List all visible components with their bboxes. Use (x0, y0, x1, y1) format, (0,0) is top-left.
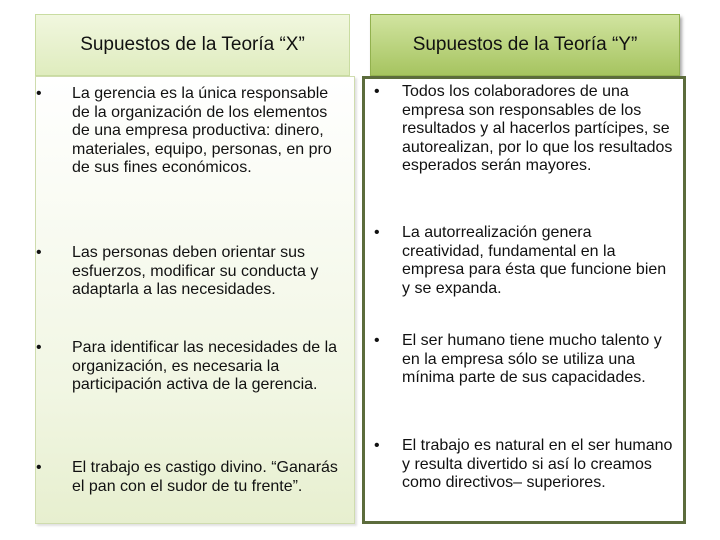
theory-y-item-text: Todos los colaboradores de una empresa son responsables de los resultados y al hacerlos partícipes, se autorealizan, por lo que los resultados esperados serán mayores. (402, 83, 673, 174)
theory-y-panel (362, 76, 686, 524)
theory-x-title: Supuestos de la Teoría “X” (80, 34, 305, 55)
theory-y-header (370, 14, 680, 76)
bullet-icon: • (36, 339, 42, 356)
theory-x-item-text: Para identificar las necesidades de la organización, es necesaria la participación activa de la gerencia. (72, 339, 338, 393)
bullet-icon: • (374, 332, 380, 349)
bullet-icon: • (36, 85, 42, 102)
theory-y-item-text: El ser humano tiene mucho talento y en la empresa sólo se utiliza una mínima parte de sus capacidades. (402, 332, 662, 386)
bullet-icon: • (374, 224, 380, 241)
bullet-icon: • (36, 459, 42, 476)
theory-y-item-text: El trabajo es natural en el ser humano y resulta divertido si así lo creamos como directivos– superiores. (402, 437, 673, 491)
theory-y-title: Supuestos de la Teoría “Y” (412, 34, 638, 55)
theory-x-item-text: Las personas deben orientar sus esfuerzos, modificar su conducta y adaptarla a las necesidades. (72, 244, 319, 298)
theory-y-item-text: La autorrealización genera creatividad, fundamental en la empresa para ésta que funcione bien y se expanda. (402, 224, 667, 297)
bullet-icon: • (374, 437, 380, 454)
theory-x-header (35, 14, 350, 76)
bullet-icon: • (374, 83, 380, 100)
theory-x-item-text: La gerencia es la única responsable de la organización de los elementos de una empresa productiva: dinero, materiales, equipo, personas, en pro de sus fines económicos. (72, 85, 332, 176)
theory-x-panel (35, 76, 355, 524)
bullet-icon: • (36, 244, 42, 261)
theory-x-item-text: El trabajo es castigo divino. “Ganarás el pan con el sudor de tu frente”. (72, 459, 338, 495)
